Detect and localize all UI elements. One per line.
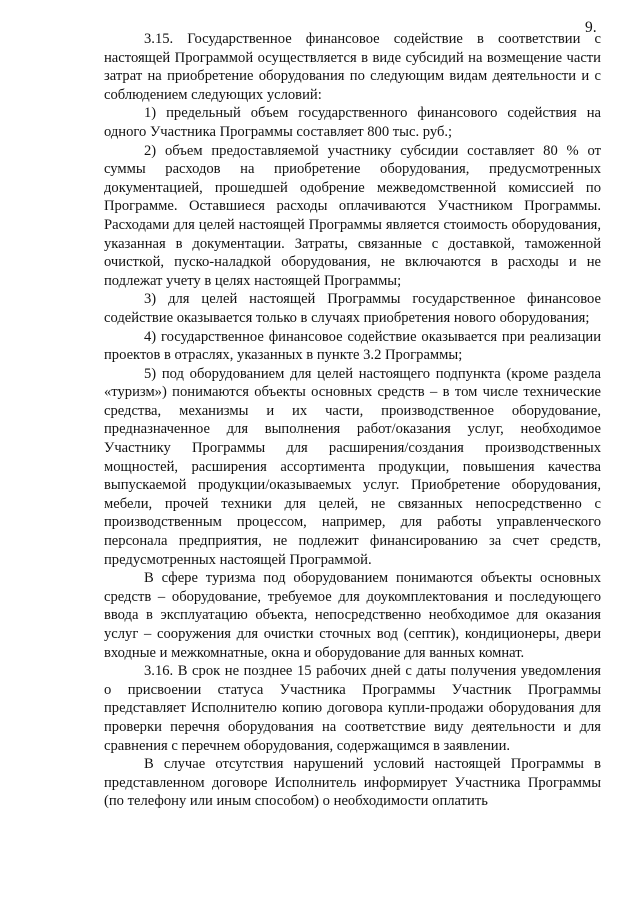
page-number: 9. xyxy=(585,19,597,36)
document-body xyxy=(104,30,601,811)
paragraph-3-15: 3.15. Государственное финансовое содействие в соответствии с настоящей Программой осуществляется в виде субсидий на возмещение части затрат на приобретение оборудования по следующим видам деятельности и с соблюдением следующих условий: xyxy=(104,31,601,103)
paragraph-no-violations: В случае отсутствия нарушений условий настоящей Программы в представленном договоре Исполнитель информирует Участника Программы (по телефону или иным способом) о необходимости оплатить xyxy=(104,756,601,810)
paragraph-tourism: В сфере туризма под оборудованием понимаются объекты основных средств – оборудование, требуемое для доукомплектования и последующего ввода в эксплуатацию объекта, непосредственно необходимое для оказания услуг – сооружения для очистки сточных вод (септик), кондиционеры, двери входные и межкомнатные, окна и оборудование для ванных комнат. xyxy=(104,570,601,661)
paragraph-item-2: 2) объем предоставляемой участнику субсидии составляет 80 % от суммы расходов на приобретение оборудования, предусмотренных документацией, прошедшей одобрение межведомственной комиссией по Программе. Оставшиеся расходы оплачиваются Участником Программы. Расходами для целей настоящей Программы является стоимость оборудования, указанная в документации. Затраты, связанные с доставкой, таможенной очисткой, пуско-наладкой оборудования, не включаются в расходы и не подлежат учету в целях настоящей Программы; xyxy=(104,142,601,289)
paragraph-item-5: 5) под оборудованием для целей настоящего подпункта (кроме раздела «туризм») понимаются объекты основных средств – в том числе технические средства, механизмы и их части, производственное оборудование, предназначенное для выполнения работ/оказания услуг, необходимое Участнику Программы для расширения/создания производственных мощностей, расширения ассортимента продукции, повышения качества выпускаемой продукции/оказываемых услуг. Приобретение оборудования, мебели, прочей техники для целей, не связанных непосредственно с производственным процессом, например, для работы управленческого персонала предприятия, не подлежит финансированию за счет средств, предусмотренных настоящей Программой. xyxy=(104,365,601,568)
paragraph-3-16: 3.16. В срок не позднее 15 рабочих дней с даты получения уведомления о присвоении статуса Участника Программы Участник Программы представляет Исполнителю копию договора купли-продажи оборудования для проверки перечня оборудования на соответствие виду деятельности и для сравнения с перечнем оборудования, содержащимся в заявлении. xyxy=(104,663,601,754)
paragraph-item-3: 3) для целей настоящей Программы государственное финансовое содействие оказывается только в случаях приобретения нового оборудования; xyxy=(104,291,601,326)
paragraph-item-4: 4) государственное финансовое содействие оказывается при реализации проектов в отраслях, указанных в пункте 3.2 Программы; xyxy=(104,328,601,364)
paragraph-item-1: 1) предельный объем государственного финансового содействия на одного Участника Программы составляет 800 тыс. руб.; xyxy=(104,105,601,140)
